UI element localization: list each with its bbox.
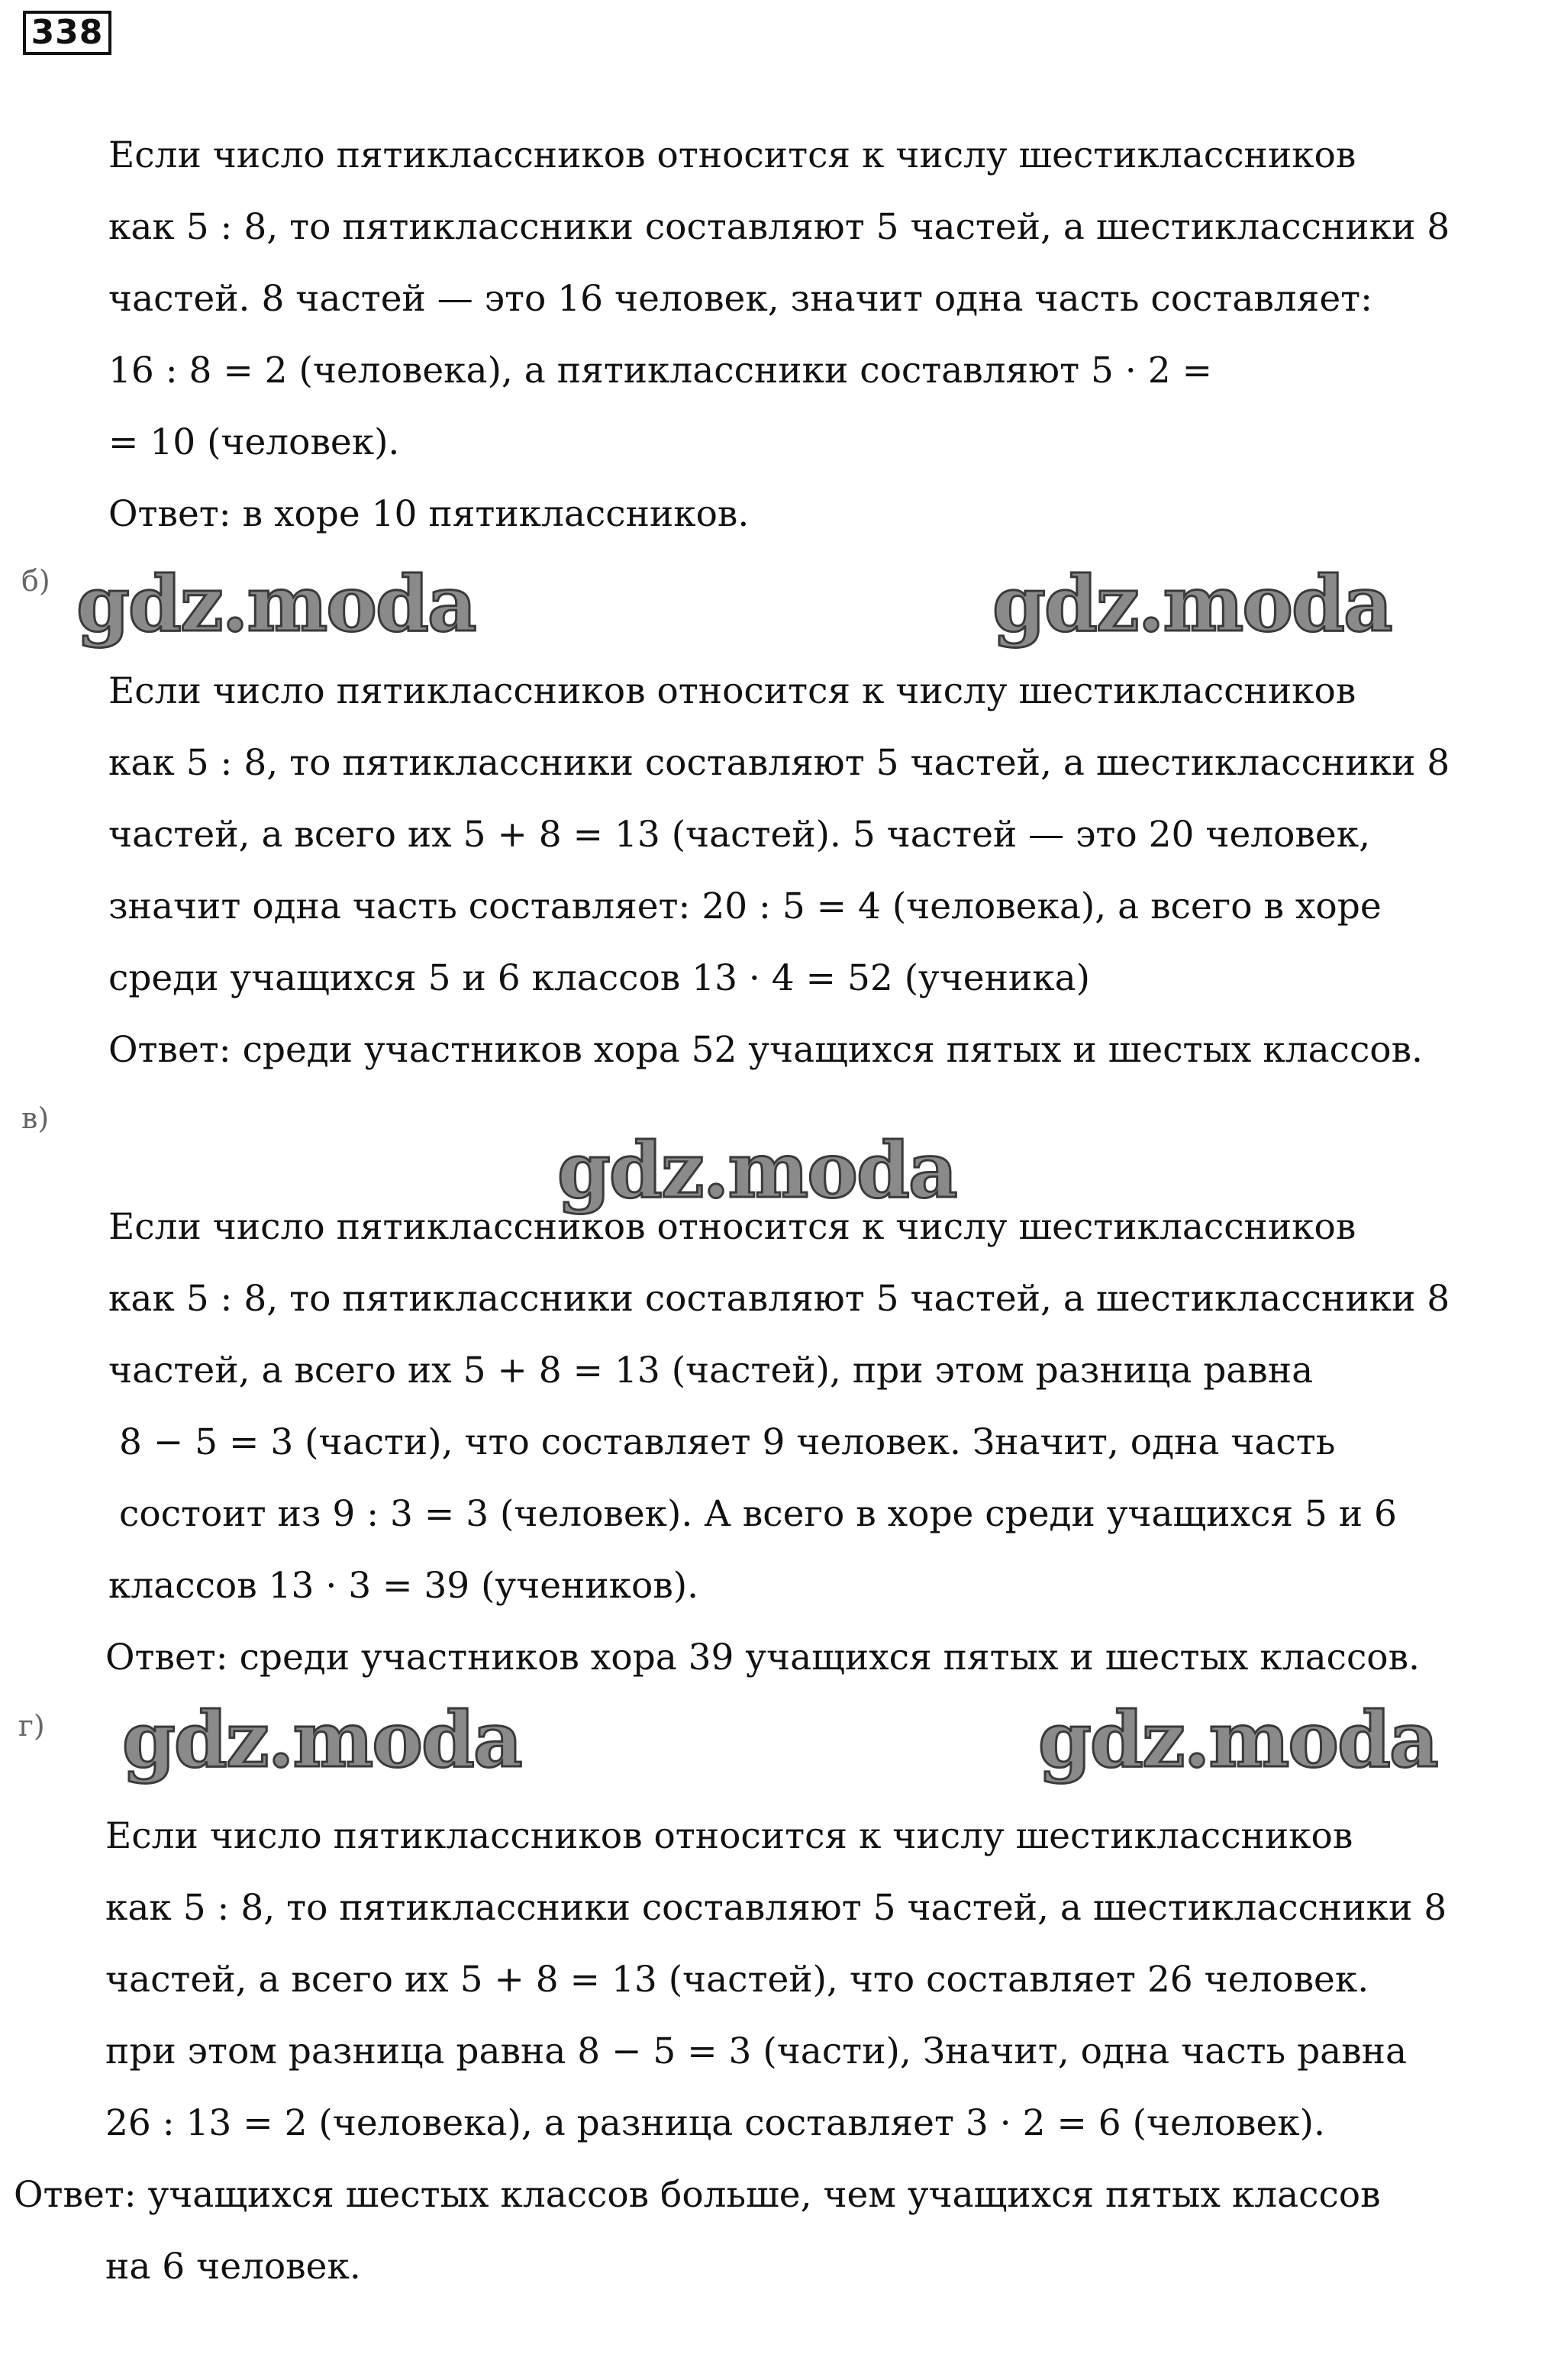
- text-line: как 5 : 8, то пятиклассники составляют 5 частей, а шестиклассники 8: [108, 206, 1450, 248]
- text-line: 16 : 8 = 2 (человека), а пятиклассники составляют 5 · 2 =: [108, 350, 1212, 392]
- watermark: gdz.moda: [557, 1125, 956, 1215]
- text-line: как 5 : 8, то пятиклассники составляют 5 частей, а шестиклассники 8: [108, 1278, 1450, 1320]
- text-line: частей, а всего их 5 + 8 = 13 (частей), что составляет 26 человек.: [105, 1959, 1369, 2001]
- answer-line: Ответ: среди участников хора 52 учащихся пятых и шестых классов.: [108, 1029, 1423, 1071]
- watermark: gdz.moda: [1038, 1695, 1437, 1785]
- text-line: состоит из 9 : 3 = 3 (человек). А всего в хоре среди учащихся 5 и 6: [119, 1493, 1397, 1535]
- problem-number: 338: [23, 11, 111, 55]
- text-line: частей. 8 частей — это 16 человек, значит одна часть составляет:: [108, 278, 1372, 320]
- section-label-b: б): [21, 564, 50, 598]
- text-line: Если число пятиклассников относится к числу шестиклассников: [108, 1206, 1356, 1248]
- answer-line: Ответ: среди участников хора 39 учащихся пятых и шестых классов.: [105, 1637, 1420, 1679]
- section-label-v: в): [21, 1101, 50, 1135]
- answer-line: Ответ: в хоре 10 пятиклассников.: [108, 493, 750, 535]
- text-line: как 5 : 8, то пятиклассники составляют 5 частей, а шестиклассники 8: [108, 742, 1450, 784]
- text-line: Если число пятиклассников относится к числу шестиклассников: [108, 670, 1356, 712]
- text-line: 26 : 13 = 2 (человека), а разница составляет 3 · 2 = 6 (человек).: [105, 2102, 1325, 2144]
- text-line: при этом разница равна 8 − 5 = 3 (части), Значит, одна часть равна: [105, 2030, 1407, 2072]
- answer-line: Ответ: учащихся шестых классов больше, чем учащихся пятых классов: [14, 2174, 1381, 2216]
- text-line: значит одна часть составляет: 20 : 5 = 4 (человека), а всего в хоре: [108, 885, 1382, 927]
- text-line: Если число пятиклассников относится к числу шестиклассников: [105, 1815, 1353, 1857]
- text-line: частей, а всего их 5 + 8 = 13 (частей). 5 частей — это 20 человек,: [108, 814, 1371, 856]
- watermark: gdz.moda: [122, 1695, 521, 1785]
- text-line: 8 − 5 = 3 (части), что составляет 9 человек. Значит, одна часть: [119, 1421, 1336, 1463]
- text-line: = 10 (человек).: [108, 421, 400, 463]
- text-line: классов 13 · 3 = 39 (учеников).: [108, 1565, 699, 1607]
- text-line: Если число пятиклассников относится к числу шестиклассников: [108, 134, 1356, 176]
- answer-line: на 6 человек.: [105, 2246, 361, 2288]
- text-line: среди учащихся 5 и 6 классов 13 · 4 = 52 (ученика): [108, 957, 1090, 999]
- watermark: gdz.moda: [76, 559, 476, 649]
- watermark: gdz.moda: [992, 559, 1392, 649]
- text-line: частей, а всего их 5 + 8 = 13 (частей), при этом разница равна: [108, 1350, 1314, 1392]
- text-line: как 5 : 8, то пятиклассники составляют 5 частей, а шестиклассники 8: [105, 1887, 1447, 1929]
- section-label-g: г): [18, 1709, 45, 1743]
